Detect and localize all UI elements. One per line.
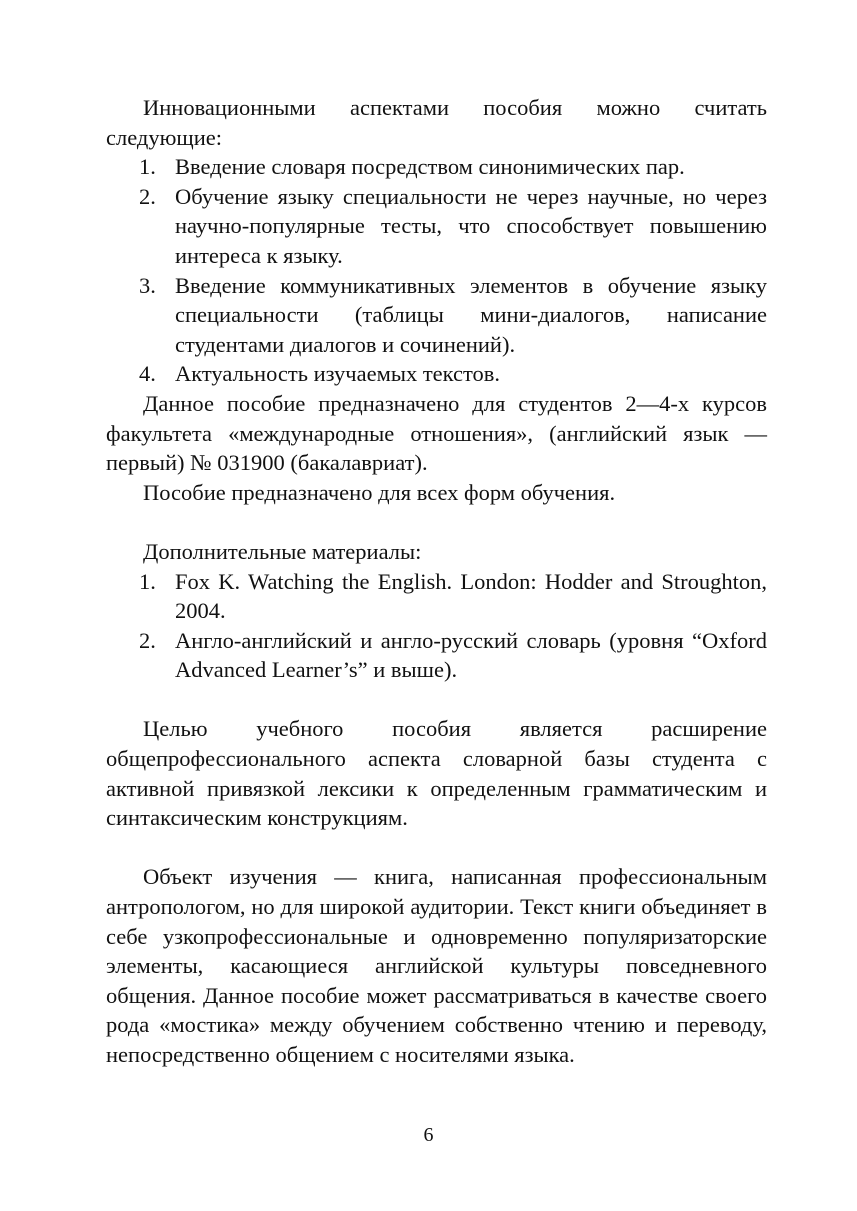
materials-heading: Дополнительные материалы: [143,538,422,564]
list-item-number: 2. [139,183,156,209]
goal-paragraph: Целью учебного пособия является расширение общепрофессионального аспекта словарной базы студента с активной привязкой лексики к определенным грамматическим и синтаксическим конструкциям. [106,716,767,831]
page-number: 6 [423,1124,434,1146]
innovations-list [106,152,767,389]
list-item-text: Fox K. Watching the English. London: Hodder and Stroughton, 2004. [175,568,767,624]
list-item [106,271,767,360]
audience-paragraph: Данное пособие предназначено для студентов 2—4-х курсов факультета «международные отношения», (английский язык — первый) № 031900 (бакалавриат). [106,390,767,476]
list-item-number: 3. [139,272,156,298]
spacer [106,685,767,715]
list-item [106,567,767,626]
list-item-text: Введение словаря посредством синонимических пар. [175,154,685,180]
list-item [106,182,767,271]
spacer [106,833,767,863]
list-item-text: Актуальность изучаемых текстов. [175,361,501,387]
list-item-text: Введение коммуникативных элементов в обучение языку специальности (таблицы мини-диалогов, написание студентами диалогов и сочинений). [175,272,767,357]
list-item-text: Англо-английский и англо-русский словарь (уровня “Oxford Advanced Learner’s” и выше). [175,627,767,683]
list-item-number: 2. [139,627,156,653]
list-item-number: 1. [139,568,156,594]
list-item-number: 1. [139,154,156,180]
materials-list [106,567,767,685]
list-item [106,152,767,182]
list-item-text: Обучение языку специальности не через научные, но через научно-популярные тесты, что способствует повышению интереса к языку. [175,183,767,268]
list-item [106,359,767,389]
spacer [106,507,767,537]
forms-paragraph: Пособие предназначено для всех форм обучения. [143,479,616,505]
list-item-number: 4. [139,361,156,387]
object-paragraph: Объект изучения — книга, написанная профессиональным антропологом, но для широкой аудитории. Текст книги объединяет в себе узкопрофессиональные и одновременно популяризаторские элементы, касающиеся английской культуры повседневного общения. Данное пособие может рассматриваться в качестве своего рода «мостика» между обучением собственно чтению и переводу, непосредственно общением с носителями языка. [106,864,767,1067]
list-item [106,626,767,685]
document-page [106,93,767,1070]
intro-paragraph: Инновационными аспектами пособия можно считать следующие: [106,95,767,150]
